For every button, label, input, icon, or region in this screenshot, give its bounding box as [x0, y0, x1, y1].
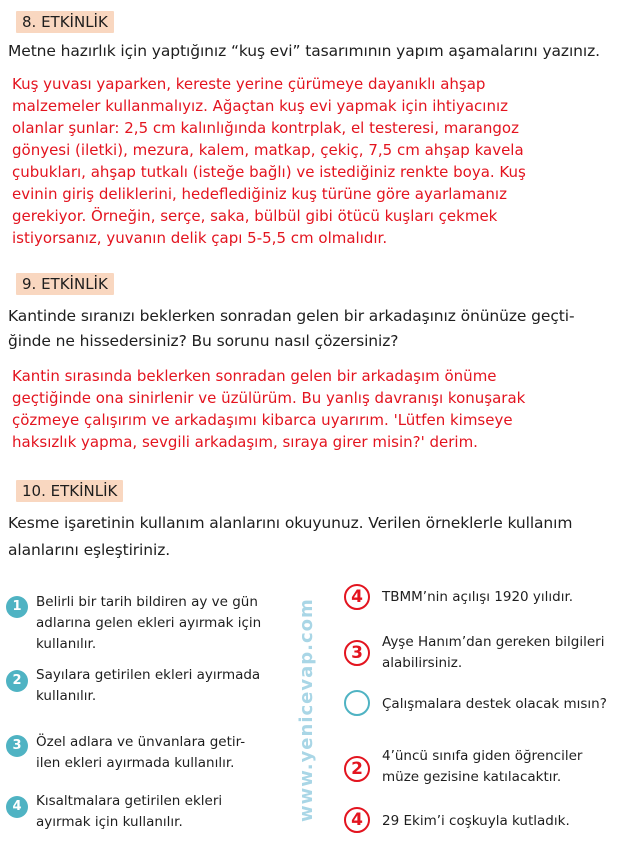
answer-line: Kantin sırasında beklerken sonradan gelen bir arkadaşım önüme: [12, 367, 497, 385]
answer-line: çözmeye çalışırım ve arkadaşımı kibarca uyarırım. 'Lütfen kimseye: [12, 411, 513, 429]
usage-number-badge: 2: [6, 670, 28, 692]
answer-line: gönyesi (iletki), mezura, kalem, matkap, çekiç, 7,5 cm ahşap kavela: [12, 141, 524, 159]
activity9-question-line: ğinde ne hissedersiniz? Bu sorunu nasıl çözersiniz?: [8, 332, 399, 350]
usage-number-badge: 3: [6, 735, 28, 757]
activity9-badge: 9. ETKİNLİK: [16, 273, 114, 295]
activity10-question-line: Kesme işaretinin kullanım alanlarını okuyunuz. Verilen örneklerle kullanım: [8, 514, 573, 532]
activity10-badge: 10. ETKİNLİK: [16, 480, 123, 502]
answer-line: geçtiğinde ona sinirlenir ve üzülürüm. Bu yanlış davranışı konuşarak: [12, 389, 526, 407]
activity8-badge: 8. ETKİNLİK: [16, 11, 114, 33]
answer-ring-value: 4: [351, 587, 363, 607]
example-item: 29 Ekim’i coşkuyla kutladık.: [382, 813, 570, 829]
example-item: 4’üncü sınıfa giden öğrenciler müze gezisine katılacaktır.: [382, 748, 583, 785]
answer-line: malzemeler kullanmalıyız. Ağaçtan kuş evi yapmak için ihtiyacınız: [12, 97, 508, 115]
answer-line: gerekiyor. Örneğin, serçe, saka, bülbül gibi ötücü kuşları çekmek: [12, 207, 498, 225]
activity10-question-line: alanlarını eşleştiriniz.: [8, 541, 171, 559]
watermark: www.yenicevap.com: [296, 598, 317, 822]
answer-ring-value: 3: [351, 643, 363, 663]
example-item: TBMM’nin açılışı 1920 yılıdır.: [382, 589, 574, 605]
activity9-question-line: Kantinde sıranızı beklerken sonradan gelen bir arkadaşınız önünüze geçti-: [8, 307, 575, 325]
usage-item: Belirli bir tarih bildiren ay ve gün adlarına gelen ekleri ayırmak için kullanılır.: [36, 594, 262, 652]
example-item: Çalışmalara destek olacak mısın?: [382, 696, 607, 712]
usage-item: Özel adlara ve ünvanlara getir-ilen ekleri ayırmada kullanılır.: [36, 734, 246, 771]
usage-number-badge: 1: [6, 596, 28, 618]
example-item: Ayşe Hanım’dan gereken bilgileri alabilirsiniz.: [382, 634, 605, 671]
usage-item: Kısaltmalara getirilen ekleri ayırmak için kullanılır.: [36, 793, 223, 830]
usage-number-badge: 4: [6, 796, 28, 818]
answer-ring-value: 4: [351, 810, 363, 830]
answer-ring-value: [344, 690, 370, 716]
answer-line: evinin giriş deliklerini, hedeflediğiniz kuş türüne göre ayarlamanız: [12, 185, 507, 203]
answer-line: istiyorsanız, yuvanın delik çapı 5-5,5 cm olmalıdır.: [12, 229, 388, 247]
usage-item: Sayılara getirilen ekleri ayırmada kullanılır.: [36, 667, 261, 704]
answer-ring-value: 2: [351, 759, 363, 779]
answer-line: olanlar şunlar: 2,5 cm kalınlığında kontrplak, el testeresi, marangoz: [12, 119, 519, 137]
answer-line: çubukları, ahşap tutkalı (isteğe bağlı) ve istediğiniz renkte boya. Kuş: [12, 163, 526, 181]
answer-line: Kuş yuvası yaparken, kereste yerine çürümeye dayanıklı ahşap: [12, 75, 486, 93]
activity8-question: Metne hazırlık için yaptığınız “kuş evi” tasarımının yapım aşamalarını yazınız.: [8, 42, 600, 60]
answer-line: haksızlık yapma, sevgili arkadaşım, sıraya girer misin?' derim.: [12, 433, 478, 451]
